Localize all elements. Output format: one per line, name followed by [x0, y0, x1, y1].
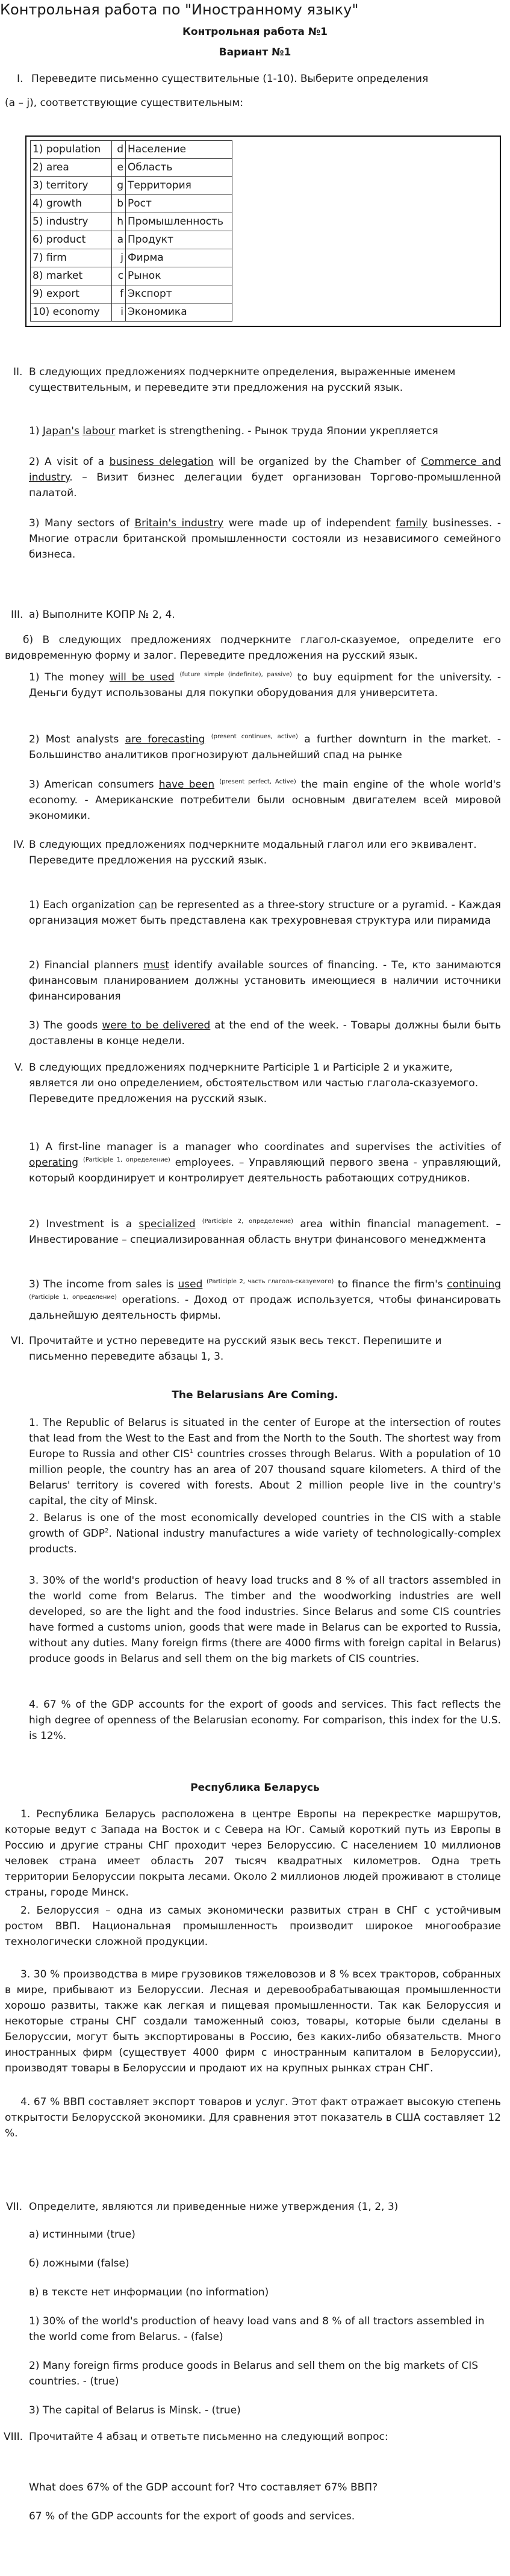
- term-ru: Экономика: [126, 303, 232, 322]
- table-row: [31, 249, 232, 267]
- term-ru: Рынок: [126, 267, 232, 285]
- term-ru: Область: [126, 159, 232, 177]
- task1-instruction: Переведите письменно существительные (1-10). Выберите определения: [31, 73, 429, 85]
- english-paragraph-3: 3. 30% of the world's production of heavy load trucks and 8 % of all tractors assembled in the world come from Belarus. The timber and the woodworking industries are well developed, so are the light and the food industries. Since Belarus and some CIS countries have formed a customs union, goods that were made in Belarus can be exported to Russia, without any duties. Many foreign firms (there are 4000 firms with foreign capital in Belarus) produce goods in Belarus and sell them on the big markets of CIS countries.: [29, 1575, 501, 1665]
- task5-sentence-2: 2) Investment is a specialized $^{(Participle 2, определение)}$ area within financial management. – Инвестирование – специализированная область внутри финансового менеджмента: [29, 1218, 501, 1246]
- task4-sentence-3: 3) The goods were to be delivered at the end of the week. - Товары должны были быть доставлены в конце недели.: [29, 1019, 501, 1047]
- task7-option-b: б) ложными (false): [29, 2257, 129, 2270]
- table-row: [31, 267, 232, 285]
- task8-answer: 67 % of the GDP accounts for the export of goods and services.: [29, 2510, 355, 2522]
- term-en: 2) area: [31, 159, 112, 177]
- table-row: [31, 177, 232, 195]
- task8-number: VIII.: [4, 2431, 23, 2443]
- term-en: 1) population: [31, 141, 112, 159]
- table-row: [31, 195, 232, 213]
- term-ru: Фирма: [126, 249, 232, 267]
- russian-paragraph-1: 1. Республика Беларусь расположена в центре Европы на перекрестке маршрутов, которые ведут с Запада на Восток и с Севера на Юг. Самый короткий путь из Европы в Россию и другие страны СНГ проходит через Белоруссию. С населением 10 миллионов человек страна имеет область 207 тысяч квадратных километров. Одна треть территории Белоруссии покрыта лесами. Около 2 миллионов людей проживают в столице страны, городе Минск.: [5, 1808, 501, 1899]
- task4-instruction: В следующих предложениях подчеркните модальный глагол или его эквивалент. Переведите предложения на русский язык.: [29, 839, 477, 866]
- table-row: [31, 285, 232, 303]
- task7-statement-3: 3) The capital of Belarus is Minsk. - (true): [29, 2404, 241, 2416]
- russian-paragraph-3: 3. 30 % производства в мире грузовиков тяжеловозов и 8 % всех тракторов, собранных в мире, прибывают из Белоруссии. Лесная и деревообрабатывающая промышленности хорошо развиты, также как легкая и пищевая промышленности. Так как Белоруссия и некоторые страны СНГ создали таможенный союз, товары, которые были сделаны в Белоруссии, могут быть экспортированы в Россию, без каких-либо обязательств. Много иностранных фирм (существует 4000 фирм с иностранным капиталом в Белоруссии), производят товары в Белоруссии и продают их на крупных рынках стран СНГ.: [5, 1968, 501, 2074]
- term-ru: Продукт: [126, 231, 232, 249]
- english-paragraph-2: 2. Belarus is one of the most economically developed countries in the CIS with a stable growth of GDP$^2$. National industry manufactures a wide variety of technologically-complex products.: [29, 1512, 501, 1555]
- term-letter: e: [112, 159, 126, 177]
- term-en: 6) product: [31, 231, 112, 249]
- task2-number: II.: [13, 366, 23, 378]
- task2-sentence-1: 1) Japan's labour market is strengthening. - Рынок труда Японии укрепляется: [29, 425, 438, 437]
- term-en: 10) economy: [31, 303, 112, 322]
- russian-paragraph-2: 2. Белоруссия – одна из самых экономически развитых стран в СНГ с устойчивым ростом ВВП. Национальная промышленность производит широкое многообразие технологически сложной продукции.: [5, 1905, 501, 1948]
- task8-question: What does 67% of the GDP account for? Что составляет 67% ВВП?: [29, 2481, 378, 2494]
- table-row: [31, 159, 232, 177]
- matching-table: [30, 140, 232, 322]
- table-row: [31, 141, 232, 159]
- task4-number: IV.: [13, 839, 25, 851]
- russian-paragraph-4: 4. 67 % ВВП составляет экспорт товаров и услуг. Этот факт отражает высокую степень открытости Белорусской экономики. Для сравнения этот показатель в США составляет 12 %.: [5, 2096, 501, 2139]
- task8-instruction: Прочитайте 4 абзац и ответьте письменно на следующий вопрос:: [29, 2431, 388, 2443]
- task7-instruction: Определите, являются ли приведенные ниже утверждения (1, 2, 3): [29, 2201, 399, 2213]
- task3-number: III.: [11, 609, 23, 621]
- task2-sentence-2: 2) A visit of a business delegation will be organized by the Chamber of Commerce and industry. – Визит бизнес делегации будет организован Торгово-промышленной палатой.: [29, 456, 501, 499]
- variant-heading: Вариант №1: [219, 46, 291, 58]
- term-en: 5) industry: [31, 213, 112, 231]
- term-letter: c: [112, 267, 126, 285]
- term-letter: f: [112, 285, 126, 303]
- term-letter: a: [112, 231, 126, 249]
- term-letter: g: [112, 177, 126, 195]
- term-letter: d: [112, 141, 126, 159]
- task6-number: VI.: [11, 1335, 25, 1347]
- task4-sentence-1: 1) Each organization can be represented as a three-story structure or a pyramid. - Каждая организация может быть представлена как трехуровневая структура или пирамида: [29, 899, 501, 927]
- task7-option-a: а) истинными (true): [29, 2229, 135, 2241]
- russian-text-title: Республика Беларусь: [190, 1782, 320, 1794]
- task1-instruction-cont: (a – j), соответствующие существительным:: [5, 97, 244, 109]
- task3-sentence-3: 3) American consumers have been $^{(present perfect, Active)}$ the main engine of the whole world's economy. - Американские потребители были основным двигателем всей мировой экономики.: [29, 779, 502, 822]
- term-ru: Население: [126, 141, 232, 159]
- table-row: [31, 231, 232, 249]
- document-title: Контрольная работа по "Иностранному языку": [0, 1, 359, 18]
- table-row: [31, 303, 232, 322]
- task2-sentence-3: 3) Many sectors of Britain's industry were made up of independent family businesses. - Многие отрасли британской промышленности состояли из независимого семейного бизнеса.: [29, 517, 501, 561]
- task3-sentence-1: 1) The money will be used $^{(future simple (indefinite), passive)}$ to buy equipment for the university. - Деньги будут использованы для покупки оборудования для университета.: [29, 671, 501, 699]
- matching-table-frame: [25, 135, 501, 327]
- english-text-title: The Belarusians Are Coming.: [172, 1389, 338, 1401]
- term-letter: i: [112, 303, 126, 322]
- term-en: 8) market: [31, 267, 112, 285]
- english-paragraph-1: 1. The Republic of Belarus is situated in the center of Europe at the intersection of routes that lead from the West to the East and from the North to the South. The shortest way from Europe to Russia and other CIS$^1$ countries crosses through Belarus. With a population of 10 million people, the country has an area of 207 thousand square kilometers. A third of the Belarus' territory is covered with forests. About 2 million people live in the country's capital, the city of Minsk.: [29, 1417, 501, 1507]
- task7-statement-2: 2) Many foreign firms produce goods in Belarus and sell them on the big markets of CIS countries. - (true): [29, 2360, 479, 2388]
- table-row: [31, 213, 232, 231]
- term-ru: Территория: [126, 177, 232, 195]
- task5-sentence-1: 1) A first-line manager is a manager who coordinates and supervises the activities of operating $^{(Participle 1, определение)}$ employees. – Управляющий первого звена - управляющий, который координирует и контролирует деятельность работающих сотрудников.: [29, 1141, 502, 1184]
- task5-sentence-3: 3) The income from sales is used $^{(Participle 2, часть глагола-сказуемого)}$ to finance the firm's continuing $^{(Participle 1, определение)}$ operations. - Доход от продаж используется, чтобы финансировать дальнейшую деятельность фирмы.: [29, 1278, 502, 1322]
- term-en: 3) territory: [31, 177, 112, 195]
- task5-number: V.: [14, 1062, 23, 1074]
- term-letter: j: [112, 249, 126, 267]
- task3-part-a: а) Выполните КОПР № 2, 4.: [29, 609, 175, 621]
- term-en: 9) export: [31, 285, 112, 303]
- term-ru: Промышленность: [126, 213, 232, 231]
- task7-number: VII.: [6, 2201, 23, 2213]
- term-en: 7) firm: [31, 249, 112, 267]
- task7-option-c: в) в тексте нет информации (no information): [29, 2286, 269, 2298]
- term-letter: h: [112, 213, 126, 231]
- task7-statement-1: 1) 30% of the world's production of heavy load vans and 8 % of all tractors assembled in the world come from Belarus. - (false): [29, 2315, 485, 2343]
- task6-instruction: Прочитайте и устно переведите на русский язык весь текст. Перепишите и письменно переведите абзацы 1, 3.: [29, 1335, 442, 1363]
- task3-part-b: б) В следующих предложениях подчеркните глагол-сказуемое, определите его видовременную форму и залог. Переведите предложения на русский язык.: [5, 634, 501, 662]
- term-ru: Рост: [126, 195, 232, 213]
- task3-sentence-2: 2) Most analysts are forecasting $^{(present continues, active)}$ a further downturn in the market. - Большинство аналитиков прогнозируют дальнейший спад на рынке: [29, 733, 501, 761]
- task2-instruction: В следующих предложениях подчеркните определения, выраженные именем существительным, и переведите эти предложения на русский язык.: [29, 366, 456, 394]
- term-ru: Экспорт: [126, 285, 232, 303]
- english-paragraph-4: 4. 67 % of the GDP accounts for the export of goods and services. This fact reflects the high degree of openness of the Belarusian economy. For comparison, this index for the U.S. is 12%.: [29, 1699, 501, 1742]
- task5-instruction: В следующих предложениях подчеркните Participle 1 и Participle 2 и укажите, является ли оно определением, обстоятельством или частью глагола-сказуемого. Переведите предложения на русский язык.: [29, 1062, 479, 1105]
- task4-sentence-2: 2) Financial planners must identify available sources of financing. - Те, кто занимаются финансовым планированием должны установить имеющиеся в наличии источники финансирования: [29, 959, 501, 1003]
- term-en: 4) growth: [31, 195, 112, 213]
- term-letter: b: [112, 195, 126, 213]
- task1-number: I.: [17, 73, 23, 85]
- test-subtitle: Контрольная работа №1: [182, 26, 328, 38]
